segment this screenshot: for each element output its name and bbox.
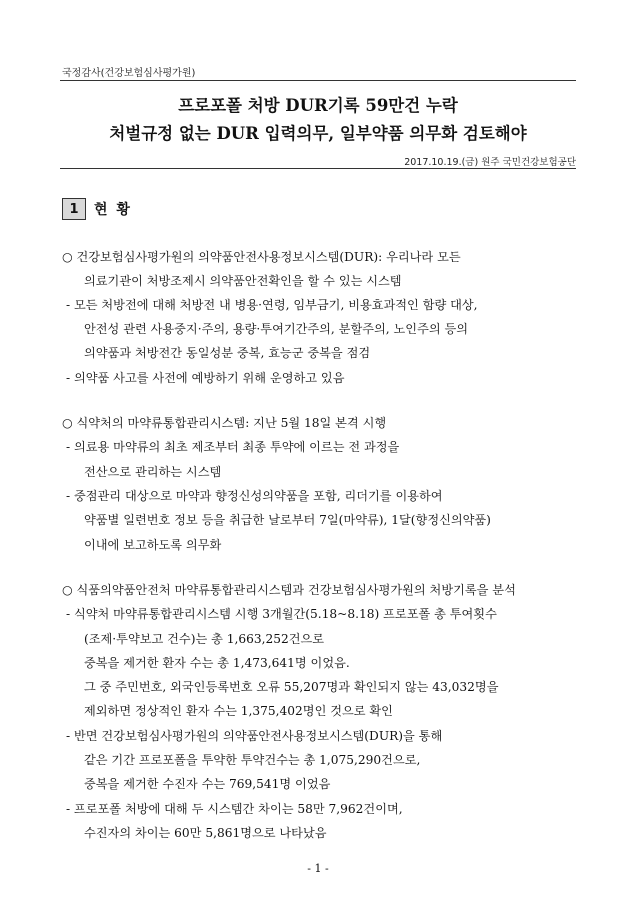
- section-title: 현 황: [94, 202, 132, 218]
- bullet-circle: ○ 식약처의 마약류통합관리시스템: 지난 5월 18일 본격 시행: [62, 416, 387, 430]
- text-line: 약품별 일련번호 정보 등을 취급한 날로부터 7일(마약류), 1달(향정신의약품): [84, 513, 491, 527]
- bullet-circle: ○ 건강보험심사평가원의 의약품안전사용정보시스템(DUR): 우리나라 모든: [62, 250, 461, 264]
- text-line: 안전성 관련 사용중지·주의, 용량·투여기간주의, 분할주의, 노인주의 등의: [84, 322, 469, 336]
- dateline: 2017.10.19.(금) 원주 국민건강보험공단: [404, 157, 576, 168]
- document-title: 프로포폴 처방 DUR기록 59만건 누락: [178, 96, 458, 115]
- text-line: (조제·투약보고 건수)는 총 1,663,252건으로: [84, 632, 325, 646]
- document-category-label: 국정감사(건강보험심사평가원): [62, 68, 196, 79]
- dash-item: - 식약처 마약류통합관리시스템 시행 3개월간(5.18~8.18) 프로포폴 총 투여횟수: [66, 607, 497, 621]
- document-subtitle: 처벌규정 없는 DUR 입력의무, 일부약품 의무화 검토해야: [109, 124, 527, 143]
- text-line: 그 중 주민번호, 외국인등록번호 오류 55,207명과 확인되지 않는 43,032명을: [84, 680, 499, 694]
- text-line: 같은 기간 프로포폴을 투약한 투약건수는 총 1,075,290건으로,: [84, 753, 421, 767]
- text-line: 중복을 제거한 수진자 수는 769,541명 이었음: [84, 777, 331, 791]
- dash-item: - 의약품 사고를 사전에 예방하기 위해 운영하고 있음: [66, 371, 345, 385]
- text-line: 중복을 제거한 환자 수는 총 1,473,641명 이었음.: [84, 656, 350, 670]
- text-line: 의료기관이 처방조제시 의약품안전확인을 할 수 있는 시스템: [84, 274, 402, 288]
- text-line: 이내에 보고하도록 의무화: [84, 538, 222, 552]
- section-heading: [62, 198, 132, 220]
- text-line: 전산으로 관리하는 시스템: [84, 465, 222, 479]
- header-rule: [60, 80, 576, 81]
- title-rule: [60, 168, 576, 169]
- dash-item: - 중점관리 대상으로 마약과 향정신성의약품을 포함, 리더기를 이용하여: [66, 489, 443, 503]
- text-line: 제외하면 정상적인 환자 수는 1,375,402명인 것으로 확인: [84, 704, 393, 718]
- section-number-box: 1: [62, 198, 86, 220]
- dash-item: - 모든 처방전에 대해 처방전 내 병용·연령, 임부금기, 비용효과적인 함량 대상,: [66, 298, 478, 312]
- dash-item: - 프로포폴 처방에 대해 두 시스템간 차이는 58만 7,962건이며,: [66, 802, 403, 816]
- dash-item: - 의료용 마약류의 최초 제조부터 최종 투약에 이르는 전 과정을: [66, 440, 400, 454]
- bullet-circle: ○ 식품의약품안전처 마약류통합관리시스템과 건강보험심사평가원의 처방기록을 분석: [62, 583, 516, 597]
- text-line: 의약품과 처방전간 동일성분 중복, 효능군 중복을 점검: [84, 346, 371, 360]
- text-line: 수진자의 차이는 60만 5,861명으로 나타났음: [84, 826, 327, 840]
- dash-item: - 반면 건강보험심사평가원의 의약품안전사용정보시스템(DUR)을 통해: [66, 729, 443, 743]
- page-number: - 1 -: [307, 862, 329, 875]
